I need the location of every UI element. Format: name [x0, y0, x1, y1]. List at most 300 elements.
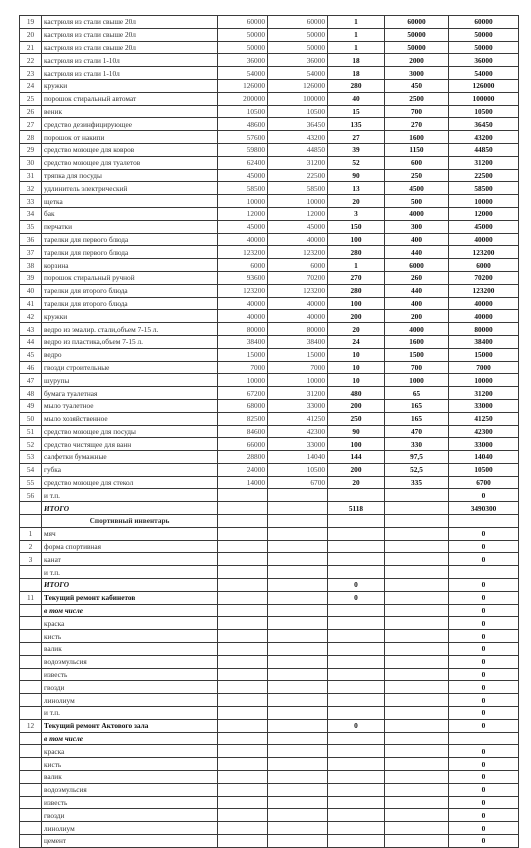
item-name-cell: валик: [42, 771, 218, 784]
row-number-cell: [20, 783, 42, 796]
row-number-cell: [20, 617, 42, 630]
value-approved-cell: 10500: [268, 463, 328, 476]
unit-price-cell: [385, 502, 449, 515]
unit-price-cell: [385, 553, 449, 566]
value-planned-cell: 67200: [218, 387, 268, 400]
total-amount-cell: [449, 515, 519, 528]
item-name-cell: средство моющее для посуды: [42, 425, 218, 438]
total-amount-cell: 0: [449, 694, 519, 707]
total-amount-cell: 0: [449, 835, 519, 848]
value-approved-cell: 36000: [268, 54, 328, 67]
quantity-cell: [328, 707, 385, 720]
unit-price-cell: 2500: [385, 92, 449, 105]
total-amount-cell: 43200: [449, 131, 519, 144]
value-approved-cell: [268, 822, 328, 835]
quantity-cell: 0: [328, 579, 385, 592]
item-name-cell: корзина: [42, 259, 218, 272]
total-amount-cell: 0: [449, 707, 519, 720]
value-planned-cell: [218, 745, 268, 758]
item-name-cell: мыло туалетное: [42, 399, 218, 412]
table-row: [20, 374, 519, 387]
item-name-cell: кастрюля из стали свыше 20л: [42, 41, 218, 54]
table-row: [20, 105, 519, 118]
quantity-cell: [328, 694, 385, 707]
value-approved-cell: [268, 566, 328, 579]
value-approved-cell: [268, 835, 328, 848]
value-approved-cell: 6000: [268, 259, 328, 272]
unit-price-cell: 3000: [385, 67, 449, 80]
value-approved-cell: 33000: [268, 399, 328, 412]
unit-price-cell: 4000: [385, 323, 449, 336]
total-amount-cell: 36000: [449, 54, 519, 67]
quantity-cell: [328, 796, 385, 809]
unit-price-cell: 250: [385, 169, 449, 182]
quantity-cell: [328, 540, 385, 553]
total-amount-cell: 0: [449, 643, 519, 656]
table-row: [20, 79, 519, 92]
row-number-cell: [20, 630, 42, 643]
total-amount-cell: 0: [449, 604, 519, 617]
table-row: [20, 399, 519, 412]
value-approved-cell: 22500: [268, 169, 328, 182]
value-approved-cell: [268, 579, 328, 592]
unit-price-cell: 6000: [385, 259, 449, 272]
quantity-cell: 20: [328, 323, 385, 336]
value-planned-cell: [218, 835, 268, 848]
row-number-cell: 30: [20, 156, 42, 169]
value-approved-cell: [268, 655, 328, 668]
value-planned-cell: 15000: [218, 348, 268, 361]
value-approved-cell: 36450: [268, 118, 328, 131]
value-planned-cell: [218, 540, 268, 553]
row-number-cell: 2: [20, 540, 42, 553]
total-amount-cell: 58500: [449, 182, 519, 195]
quantity-cell: [328, 809, 385, 822]
unit-price-cell: [385, 591, 449, 604]
quantity-cell: 1: [328, 28, 385, 41]
row-number-cell: 49: [20, 399, 42, 412]
item-name-cell: тарелки для первого блюда: [42, 233, 218, 246]
item-name-cell: кастрюля из стали свыше 20л: [42, 28, 218, 41]
total-amount-cell: 42300: [449, 425, 519, 438]
quantity-cell: 1: [328, 259, 385, 272]
table-row: [20, 92, 519, 105]
value-planned-cell: 6000: [218, 259, 268, 272]
row-number-cell: [20, 796, 42, 809]
row-number-cell: 26: [20, 105, 42, 118]
item-name-cell: средство чистящее для ванн: [42, 438, 218, 451]
value-approved-cell: 44850: [268, 143, 328, 156]
value-planned-cell: 10000: [218, 195, 268, 208]
total-amount-cell: 6000: [449, 259, 519, 272]
value-approved-cell: [268, 591, 328, 604]
item-name-cell: канат: [42, 553, 218, 566]
row-number-cell: 27: [20, 118, 42, 131]
table-row: [20, 271, 519, 284]
total-amount-cell: 10500: [449, 105, 519, 118]
table-row: [20, 489, 519, 502]
value-planned-cell: [218, 783, 268, 796]
quantity-cell: 52: [328, 156, 385, 169]
quantity-cell: 200: [328, 399, 385, 412]
table-row: [20, 809, 519, 822]
unit-price-cell: [385, 489, 449, 502]
unit-price-cell: 165: [385, 399, 449, 412]
unit-price-cell: [385, 719, 449, 732]
value-planned-cell: 48600: [218, 118, 268, 131]
unit-price-cell: [385, 527, 449, 540]
value-approved-cell: 123200: [268, 246, 328, 259]
quantity-cell: 200: [328, 463, 385, 476]
document-page: [19, 15, 518, 848]
value-approved-cell: 41250: [268, 412, 328, 425]
value-planned-cell: 40000: [218, 233, 268, 246]
item-name-cell: и т.п.: [42, 707, 218, 720]
item-name-cell: ведро из пластика,объем 7-15 л.: [42, 335, 218, 348]
table-row: [20, 758, 519, 771]
item-name-cell: мяч: [42, 527, 218, 540]
quantity-cell: 280: [328, 284, 385, 297]
item-name-cell: удлинитель электрический: [42, 182, 218, 195]
value-approved-cell: [268, 668, 328, 681]
row-number-cell: 44: [20, 335, 42, 348]
table-row: [20, 412, 519, 425]
quantity-cell: [328, 643, 385, 656]
quantity-cell: [328, 515, 385, 528]
quantity-cell: [328, 835, 385, 848]
item-name-cell: линолиум: [42, 822, 218, 835]
row-number-cell: 24: [20, 79, 42, 92]
total-amount-cell: 70200: [449, 271, 519, 284]
total-amount-cell: 0: [449, 617, 519, 630]
quantity-cell: 13: [328, 182, 385, 195]
value-planned-cell: 50000: [218, 41, 268, 54]
value-planned-cell: [218, 643, 268, 656]
value-planned-cell: 10500: [218, 105, 268, 118]
unit-price-cell: [385, 655, 449, 668]
value-planned-cell: [218, 655, 268, 668]
value-approved-cell: 126000: [268, 79, 328, 92]
item-name-cell: губка: [42, 463, 218, 476]
total-amount-cell: 100000: [449, 92, 519, 105]
value-planned-cell: 123200: [218, 246, 268, 259]
total-amount-cell: 0: [449, 489, 519, 502]
value-planned-cell: 62400: [218, 156, 268, 169]
item-name-cell: порошок стиральный ручной: [42, 271, 218, 284]
unit-price-cell: 700: [385, 361, 449, 374]
table-row: [20, 604, 519, 617]
item-name-cell: цемент: [42, 835, 218, 848]
item-name-cell: кисть: [42, 630, 218, 643]
table-row: [20, 387, 519, 400]
table-row: [20, 668, 519, 681]
total-amount-cell: 40000: [449, 310, 519, 323]
total-amount-cell: 0: [449, 630, 519, 643]
value-approved-cell: 10000: [268, 374, 328, 387]
row-number-cell: 42: [20, 310, 42, 323]
item-name-cell: шурупы: [42, 374, 218, 387]
unit-price-cell: 1500: [385, 348, 449, 361]
unit-price-cell: 600: [385, 156, 449, 169]
quantity-cell: 135: [328, 118, 385, 131]
row-number-cell: 34: [20, 207, 42, 220]
value-planned-cell: 68000: [218, 399, 268, 412]
row-number-cell: 54: [20, 463, 42, 476]
value-planned-cell: 50000: [218, 28, 268, 41]
total-amount-cell: 0: [449, 681, 519, 694]
value-planned-cell: 200000: [218, 92, 268, 105]
value-approved-cell: 80000: [268, 323, 328, 336]
row-number-cell: 43: [20, 323, 42, 336]
value-approved-cell: 42300: [268, 425, 328, 438]
row-number-cell: [20, 771, 42, 784]
quantity-cell: [328, 655, 385, 668]
unit-price-cell: [385, 681, 449, 694]
quantity-cell: [328, 758, 385, 771]
value-approved-cell: 40000: [268, 233, 328, 246]
value-approved-cell: [268, 553, 328, 566]
table-row: [20, 643, 519, 656]
unit-price-cell: [385, 668, 449, 681]
row-number-cell: 25: [20, 92, 42, 105]
row-number-cell: [20, 758, 42, 771]
total-amount-cell: 0: [449, 527, 519, 540]
row-number-cell: 50: [20, 412, 42, 425]
total-amount-cell: 15000: [449, 348, 519, 361]
table-row: [20, 259, 519, 272]
total-amount-cell: 123200: [449, 284, 519, 297]
value-planned-cell: 123200: [218, 284, 268, 297]
unit-price-cell: [385, 515, 449, 528]
item-name-cell: валик: [42, 643, 218, 656]
quantity-cell: 100: [328, 297, 385, 310]
value-planned-cell: [218, 668, 268, 681]
unit-price-cell: [385, 643, 449, 656]
row-number-cell: 31: [20, 169, 42, 182]
quantity-cell: 27: [328, 131, 385, 144]
value-approved-cell: [268, 809, 328, 822]
total-amount-cell: 50000: [449, 41, 519, 54]
total-amount-cell: 40000: [449, 297, 519, 310]
table-row: [20, 361, 519, 374]
total-amount-cell: 45000: [449, 220, 519, 233]
item-name-cell: водоэмульсия: [42, 655, 218, 668]
value-approved-cell: [268, 515, 328, 528]
unit-price-cell: [385, 822, 449, 835]
row-number-cell: 52: [20, 438, 42, 451]
table-row: [20, 246, 519, 259]
unit-price-cell: [385, 604, 449, 617]
value-planned-cell: 40000: [218, 310, 268, 323]
value-approved-cell: [268, 527, 328, 540]
table-row: [20, 297, 519, 310]
item-name-cell: кисть: [42, 758, 218, 771]
quantity-cell: [328, 604, 385, 617]
row-number-cell: [20, 809, 42, 822]
table-row: [20, 707, 519, 720]
table-row: [20, 681, 519, 694]
value-planned-cell: [218, 553, 268, 566]
value-approved-cell: [268, 758, 328, 771]
value-approved-cell: 15000: [268, 348, 328, 361]
item-name-cell: кружки: [42, 310, 218, 323]
value-approved-cell: 43200: [268, 131, 328, 144]
quantity-cell: 3: [328, 207, 385, 220]
value-planned-cell: 54000: [218, 67, 268, 80]
total-amount-cell: 22500: [449, 169, 519, 182]
total-amount-cell: 14040: [449, 451, 519, 464]
total-amount-cell: 40000: [449, 233, 519, 246]
total-amount-cell: 31200: [449, 387, 519, 400]
row-number-cell: 41: [20, 297, 42, 310]
quantity-cell: 280: [328, 246, 385, 259]
table-row: [20, 156, 519, 169]
quantity-cell: 150: [328, 220, 385, 233]
value-planned-cell: [218, 502, 268, 515]
quantity-cell: [328, 732, 385, 745]
total-amount-cell: 0: [449, 783, 519, 796]
table-row: [20, 527, 519, 540]
value-approved-cell: 10000: [268, 195, 328, 208]
value-approved-cell: 50000: [268, 41, 328, 54]
row-number-cell: [20, 732, 42, 745]
quantity-cell: 15: [328, 105, 385, 118]
value-planned-cell: [218, 604, 268, 617]
item-name-cell: гвозди: [42, 809, 218, 822]
table-row: [20, 118, 519, 131]
total-row: [20, 579, 519, 592]
total-amount-cell: 44850: [449, 143, 519, 156]
unit-price-cell: 4500: [385, 182, 449, 195]
value-planned-cell: 10000: [218, 374, 268, 387]
row-number-cell: 39: [20, 271, 42, 284]
section-row: [20, 515, 519, 528]
quantity-cell: 0: [328, 719, 385, 732]
row-number-cell: [20, 566, 42, 579]
unit-price-cell: 300: [385, 220, 449, 233]
quantity-cell: 250: [328, 412, 385, 425]
value-approved-cell: 40000: [268, 297, 328, 310]
unit-price-cell: 65: [385, 387, 449, 400]
unit-price-cell: 450: [385, 79, 449, 92]
item-name-cell: перчатки: [42, 220, 218, 233]
value-approved-cell: 31200: [268, 156, 328, 169]
quantity-cell: [328, 553, 385, 566]
row-number-cell: 33: [20, 195, 42, 208]
total-amount-cell: 7000: [449, 361, 519, 374]
table-row: [20, 540, 519, 553]
unit-price-cell: 270: [385, 118, 449, 131]
table-row: [20, 783, 519, 796]
row-number-cell: 51: [20, 425, 42, 438]
unit-price-cell: 330: [385, 438, 449, 451]
total-amount-cell: 10000: [449, 195, 519, 208]
value-planned-cell: [218, 566, 268, 579]
item-name-cell: ведро из эмалир. стали,объем 7-15 л.: [42, 323, 218, 336]
row-number-cell: [20, 822, 42, 835]
row-number-cell: [20, 579, 42, 592]
item-name-cell: и т.п.: [42, 566, 218, 579]
quantity-cell: [328, 668, 385, 681]
value-planned-cell: [218, 489, 268, 502]
value-approved-cell: [268, 617, 328, 630]
value-planned-cell: 66000: [218, 438, 268, 451]
table-row: [20, 131, 519, 144]
value-planned-cell: 58500: [218, 182, 268, 195]
row-number-cell: 45: [20, 348, 42, 361]
total-amount-cell: 12000: [449, 207, 519, 220]
row-number-cell: 21: [20, 41, 42, 54]
value-approved-cell: [268, 732, 328, 745]
item-name-cell: порошок стиральный автомат: [42, 92, 218, 105]
quantity-cell: [328, 822, 385, 835]
item-name-cell: веник: [42, 105, 218, 118]
quantity-cell: 90: [328, 425, 385, 438]
unit-price-cell: 400: [385, 297, 449, 310]
item-name-cell: гвозди строительные: [42, 361, 218, 374]
unit-price-cell: [385, 540, 449, 553]
unit-price-cell: 50000: [385, 41, 449, 54]
row-number-cell: [20, 643, 42, 656]
item-name-cell: ИТОГО: [42, 579, 218, 592]
table-row: [20, 310, 519, 323]
value-approved-cell: 70200: [268, 271, 328, 284]
table-row: [20, 169, 519, 182]
quantity-cell: [328, 630, 385, 643]
row-number-cell: [20, 604, 42, 617]
value-planned-cell: 60000: [218, 16, 268, 29]
quantity-cell: 40: [328, 92, 385, 105]
unit-price-cell: [385, 745, 449, 758]
table-row: [20, 476, 519, 489]
row-number-cell: 53: [20, 451, 42, 464]
value-approved-cell: [268, 796, 328, 809]
total-amount-cell: [449, 732, 519, 745]
table-row: [20, 438, 519, 451]
unit-price-cell: 1000: [385, 374, 449, 387]
value-planned-cell: 14000: [218, 476, 268, 489]
section-row: [20, 591, 519, 604]
total-amount-cell: 0: [449, 771, 519, 784]
item-name-cell: Текущий ремонт Актового зала: [42, 719, 218, 732]
quantity-cell: 270: [328, 271, 385, 284]
total-amount-cell: 0: [449, 553, 519, 566]
quantity-cell: [328, 566, 385, 579]
section-row: [20, 719, 519, 732]
value-approved-cell: 31200: [268, 387, 328, 400]
quantity-cell: 24: [328, 335, 385, 348]
item-name-cell: средство моющее для туалетов: [42, 156, 218, 169]
row-number-cell: 36: [20, 233, 42, 246]
quantity-cell: 480: [328, 387, 385, 400]
total-amount-cell: 0: [449, 745, 519, 758]
unit-price-cell: 4000: [385, 207, 449, 220]
table-body: [20, 16, 519, 848]
quantity-cell: 10: [328, 348, 385, 361]
unit-price-cell: 1600: [385, 131, 449, 144]
item-name-cell: кастрюля из стали свыше 20л: [42, 16, 218, 29]
value-approved-cell: 14040: [268, 451, 328, 464]
quantity-cell: 1: [328, 16, 385, 29]
row-number-cell: 23: [20, 67, 42, 80]
value-planned-cell: [218, 809, 268, 822]
total-amount-cell: 60000: [449, 16, 519, 29]
total-row: [20, 502, 519, 515]
row-number-cell: 47: [20, 374, 42, 387]
quantity-cell: 20: [328, 476, 385, 489]
table-row: [20, 425, 519, 438]
value-planned-cell: 38400: [218, 335, 268, 348]
